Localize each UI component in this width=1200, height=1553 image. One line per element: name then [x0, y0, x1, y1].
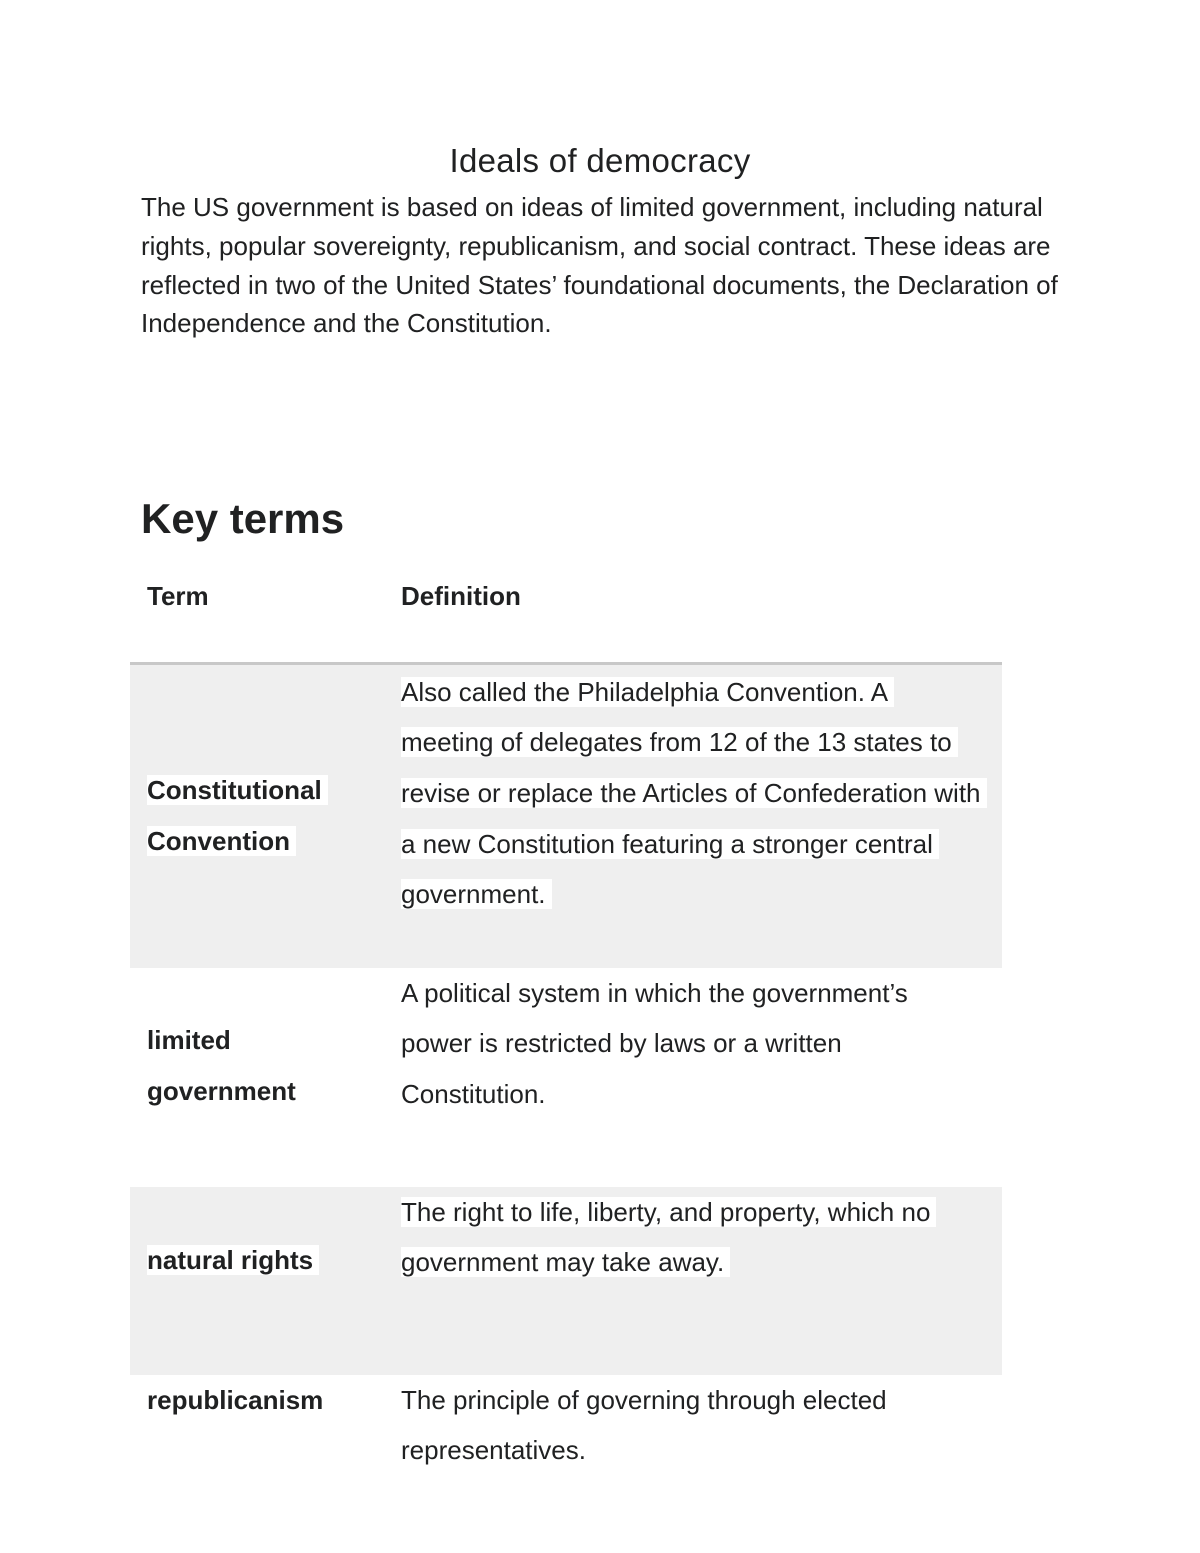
term-text: limited government — [147, 1025, 296, 1106]
key-terms-heading: Key terms — [141, 495, 345, 542]
term-cell — [130, 663, 384, 968]
definition-text: The principle of governing through elected representatives. — [401, 1384, 887, 1466]
definition-text: A political system in which the government’s power is restricted by laws or a written Constitution. — [401, 977, 908, 1109]
term-cell — [130, 1375, 384, 1485]
definition-cell — [384, 968, 1002, 1187]
definition-text: The right to life, liberty, and property, which no government may take away. — [401, 1197, 936, 1278]
definition-cell — [384, 1375, 1002, 1485]
definition-column-header: Definition — [384, 565, 1002, 663]
table-header-row — [130, 565, 1002, 663]
definition-cell — [384, 1187, 1002, 1375]
document-title: Ideals of democracy — [449, 142, 751, 179]
key-terms-table — [130, 565, 1002, 1485]
table-row — [130, 663, 1002, 968]
term-column-header: Term — [130, 565, 384, 663]
table-row — [130, 1375, 1002, 1485]
term-text: natural rights — [147, 1245, 319, 1275]
intro-paragraph: The US government is based on ideas of limited government, including natural rights, popular sovereignty, republicanism, and social contract. These ideas are reflected in two of the United States’ foundational documents, the Declaration of Independence and the Constitution. — [141, 192, 1058, 339]
term-cell — [130, 1187, 384, 1375]
table-row — [130, 1187, 1002, 1375]
definition-cell — [384, 663, 1002, 968]
table-row — [130, 968, 1002, 1187]
definition-text: Also called the Philadelphia Convention. A meeting of delegates from 12 of the 13 states to revise or replace the Articles of Confederation with a new Constitution featuring a stronger central government. — [401, 677, 987, 910]
term-text: Constitutional Convention — [147, 775, 328, 856]
term-text: republicanism — [147, 1384, 324, 1415]
term-cell — [130, 968, 384, 1187]
